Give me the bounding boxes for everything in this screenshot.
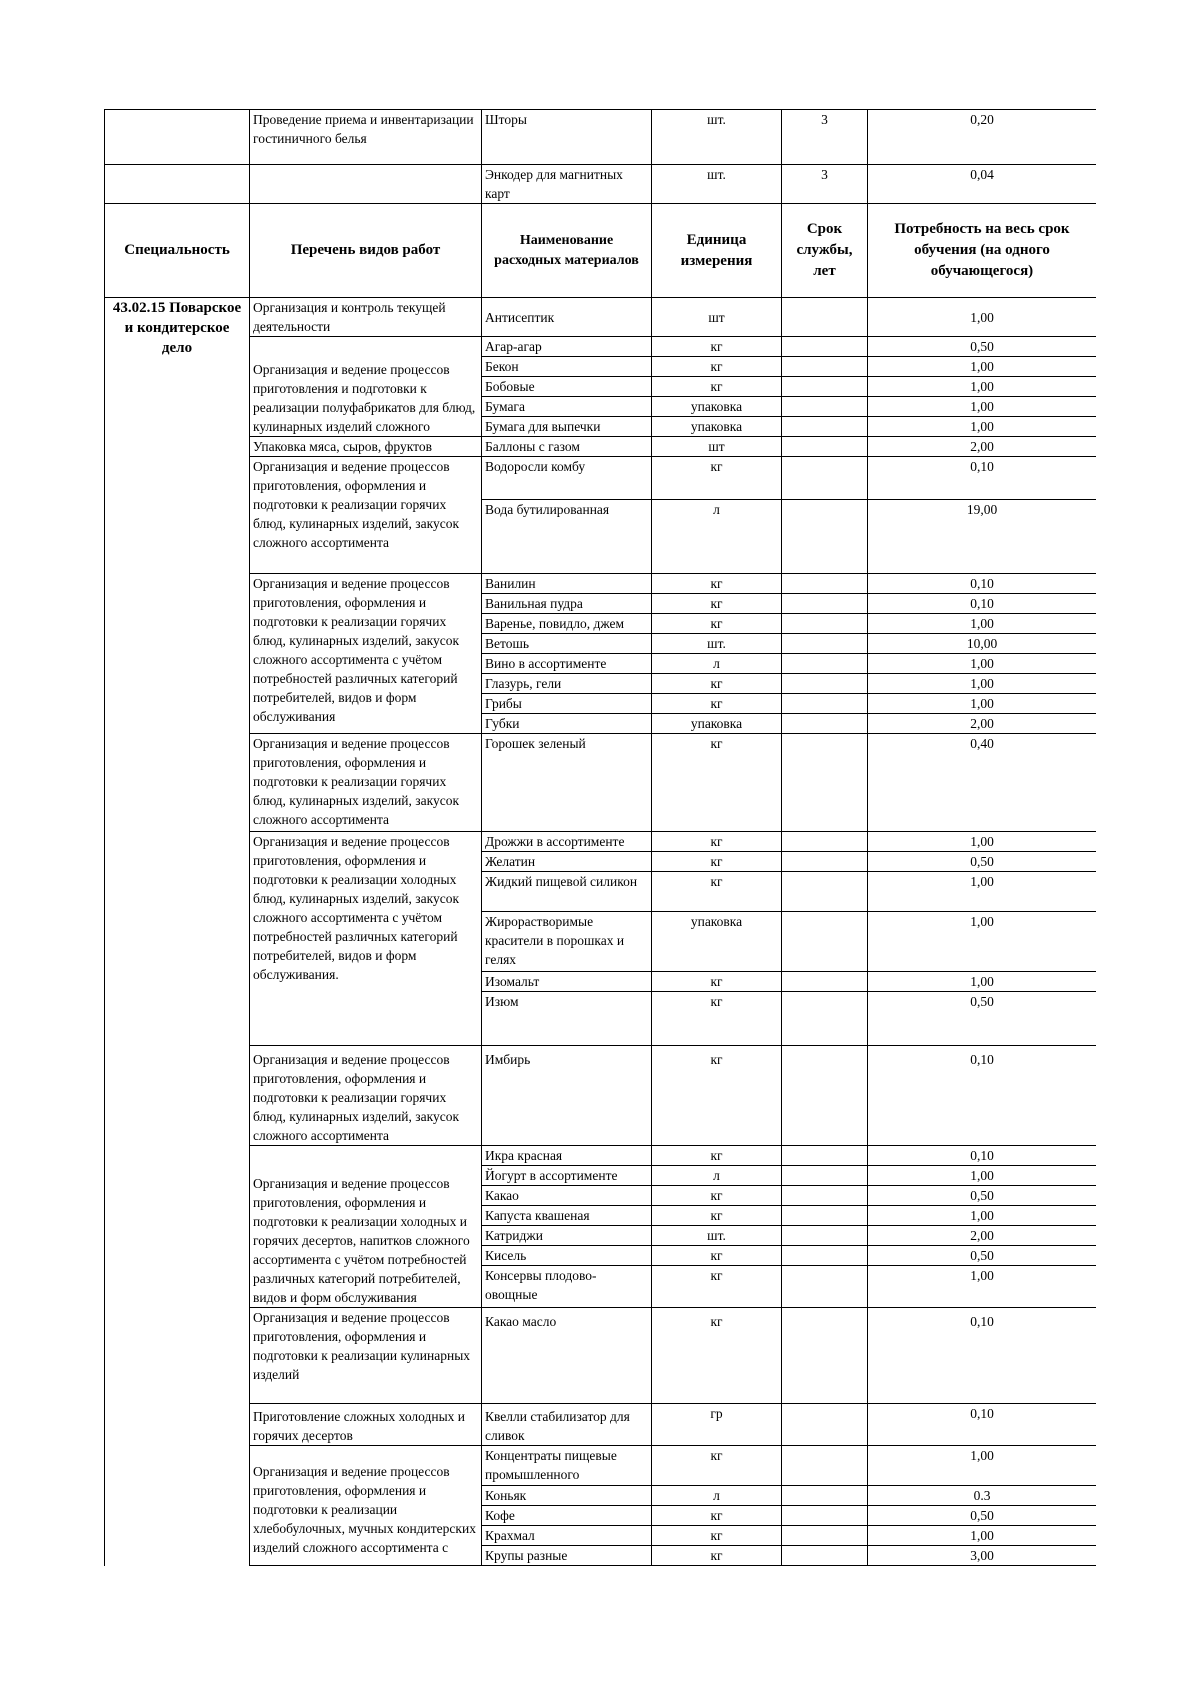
unit-cell: кг xyxy=(652,1526,782,1546)
material-cell: Желатин xyxy=(482,852,652,872)
term-cell xyxy=(782,500,868,574)
unit-cell: кг xyxy=(652,734,782,832)
material-cell: Дрожжи в ассортименте xyxy=(482,832,652,852)
unit-cell: кг xyxy=(652,337,782,357)
material-cell: Вино в ассортименте xyxy=(482,654,652,674)
material-cell: Ванилин xyxy=(482,574,652,594)
need-cell: 1,00 xyxy=(868,832,1097,852)
term-cell xyxy=(782,1446,868,1486)
need-cell: 3,00 xyxy=(868,1546,1097,1566)
term-cell xyxy=(782,1166,868,1186)
material-cell: Бобовые xyxy=(482,377,652,397)
material-cell: Икра красная xyxy=(482,1146,652,1166)
material-cell: Жидкий пищевой силикон xyxy=(482,872,652,912)
term-cell xyxy=(782,1546,868,1566)
unit-cell: шт. xyxy=(652,165,782,204)
unit-cell: кг xyxy=(652,1546,782,1566)
material-cell: Какао xyxy=(482,1186,652,1206)
need-cell: 0,10 xyxy=(868,1146,1097,1166)
unit-cell: кг xyxy=(652,594,782,614)
unit-cell: кг xyxy=(652,1308,782,1404)
need-cell: 0,10 xyxy=(868,594,1097,614)
need-cell: 1,00 xyxy=(868,1266,1097,1308)
need-cell: 1,00 xyxy=(868,417,1097,437)
work-cell xyxy=(250,165,482,204)
term-cell: 3 xyxy=(782,165,868,204)
unit-cell: л xyxy=(652,1166,782,1186)
work-cell: Организация и ведение процессов приготовления, оформления и подготовки к реализации холодных и горячих десертов, напитков сложного ассортимента с учётом потребностей различных категорий потребителей, видов и форм обслуживания xyxy=(250,1146,482,1308)
material-cell: Губки xyxy=(482,714,652,734)
unit-cell: кг xyxy=(652,1266,782,1308)
unit-cell: кг xyxy=(652,357,782,377)
term-cell xyxy=(782,1206,868,1226)
material-cell: Крахмал xyxy=(482,1526,652,1546)
need-cell: 0,10 xyxy=(868,574,1097,594)
unit-cell: кг xyxy=(652,694,782,714)
term-cell xyxy=(782,1266,868,1308)
unit-cell: кг xyxy=(652,1246,782,1266)
unit-cell: л xyxy=(652,654,782,674)
work-cell: Организация и ведение процессов приготовления и подготовки к реализации полуфабрикатов для блюд, кулинарных изделий сложного xyxy=(250,337,482,437)
need-cell: 0,04 xyxy=(868,165,1097,204)
need-cell: 1,00 xyxy=(868,872,1097,912)
material-cell: Ветошь xyxy=(482,634,652,654)
unit-cell: кг xyxy=(652,872,782,912)
need-cell: 1,00 xyxy=(868,397,1097,417)
term-cell xyxy=(782,1506,868,1526)
need-cell: 0,20 xyxy=(868,110,1097,165)
term-cell xyxy=(782,694,868,714)
unit-cell: кг xyxy=(652,1206,782,1226)
table-row xyxy=(105,832,1097,852)
unit-cell: кг xyxy=(652,1186,782,1206)
work-cell: Организация и ведение процессов приготовления, оформления и подготовки к реализации горячих блюд, кулинарных изделий, закусок сложного ассортимента xyxy=(250,457,482,574)
work-cell: Приготовление сложных холодных и горячих десертов xyxy=(250,1404,482,1446)
term-cell xyxy=(782,337,868,357)
material-cell: Агар-агар xyxy=(482,337,652,357)
term-cell xyxy=(782,437,868,457)
table-row xyxy=(105,165,1097,204)
need-cell: 0,10 xyxy=(868,457,1097,500)
material-cell: Какао масло xyxy=(482,1308,652,1404)
material-cell: Йогурт в ассортименте xyxy=(482,1166,652,1186)
specialty-cell xyxy=(105,110,250,165)
need-cell: 0,50 xyxy=(868,1246,1097,1266)
material-cell: Бекон xyxy=(482,357,652,377)
unit-cell: кг xyxy=(652,1046,782,1146)
term-cell xyxy=(782,832,868,852)
term-cell xyxy=(782,634,868,654)
term-cell xyxy=(782,1486,868,1506)
need-cell: 1,00 xyxy=(868,357,1097,377)
need-cell: 1,00 xyxy=(868,1206,1097,1226)
material-cell: Шторы xyxy=(482,110,652,165)
term-cell xyxy=(782,912,868,972)
need-cell: 0,50 xyxy=(868,852,1097,872)
term-cell xyxy=(782,594,868,614)
material-cell: Жирорастворимые красители в порошках и гелях xyxy=(482,912,652,972)
term-cell xyxy=(782,614,868,634)
work-cell: Организация и ведение процессов приготовления, оформления и подготовки к реализации хлебобулочных, мучных кондитерских изделий сложного ассортимента с xyxy=(250,1446,482,1566)
table-row xyxy=(105,298,1097,337)
unit-cell: гр xyxy=(652,1404,782,1446)
term-cell xyxy=(782,397,868,417)
term-cell xyxy=(782,992,868,1046)
materials-table xyxy=(104,109,1096,1566)
need-cell: 1,00 xyxy=(868,298,1097,337)
table-row xyxy=(105,1146,1097,1166)
material-cell: Глазурь, гели xyxy=(482,674,652,694)
unit-cell: кг xyxy=(652,992,782,1046)
unit-cell: кг xyxy=(652,377,782,397)
need-cell: 0.3 xyxy=(868,1486,1097,1506)
material-cell: Изюм xyxy=(482,992,652,1046)
unit-cell: кг xyxy=(652,674,782,694)
unit-cell: упаковка xyxy=(652,714,782,734)
need-cell: 1,00 xyxy=(868,614,1097,634)
material-cell: Бумага xyxy=(482,397,652,417)
header-specialty: Специальность xyxy=(105,204,250,298)
unit-cell: л xyxy=(652,1486,782,1506)
table-row xyxy=(105,1404,1097,1446)
term-cell xyxy=(782,298,868,337)
term-cell xyxy=(782,457,868,500)
material-cell: Крупы разные xyxy=(482,1546,652,1566)
unit-cell: кг xyxy=(652,832,782,852)
unit-cell: шт. xyxy=(652,634,782,654)
need-cell: 1,00 xyxy=(868,1166,1097,1186)
term-cell xyxy=(782,852,868,872)
work-cell: Организация и ведение процессов приготовления, оформления и подготовки к реализации кулинарных изделий xyxy=(250,1308,482,1404)
unit-cell: кг xyxy=(652,852,782,872)
need-cell: 1,00 xyxy=(868,912,1097,972)
term-cell xyxy=(782,734,868,832)
term-cell xyxy=(782,1146,868,1166)
table-row xyxy=(105,574,1097,594)
material-cell: Коньяк xyxy=(482,1486,652,1506)
unit-cell: кг xyxy=(652,972,782,992)
need-cell: 1,00 xyxy=(868,1526,1097,1546)
work-cell: Организация и контроль текущей деятельности xyxy=(250,298,482,337)
work-cell: Организация и ведение процессов приготовления, оформления и подготовки к реализации горячих блюд, кулинарных изделий, закусок сложного ассортимента с учётом потребностей различных категорий потребителей, видов и форм обслуживания xyxy=(250,574,482,734)
document-sheet xyxy=(104,109,1096,1585)
term-cell xyxy=(782,1246,868,1266)
work-cell: Организация и ведение процессов приготовления, оформления и подготовки к реализации холодных блюд, кулинарных изделий, закусок сложного ассортимента с учётом потребностей различных категорий потребителей, видов и форм обслуживания. xyxy=(250,832,482,1046)
need-cell: 0,50 xyxy=(868,992,1097,1046)
term-cell xyxy=(782,1186,868,1206)
term-cell xyxy=(782,1404,868,1446)
specialty-name: 43.02.15 Поварское и кондитерское дело xyxy=(105,298,250,1566)
need-cell: 1,00 xyxy=(868,377,1097,397)
need-cell: 0,10 xyxy=(868,1404,1097,1446)
work-cell: Проведение приема и инвентаризации гостиничного белья xyxy=(250,110,482,165)
table-row xyxy=(105,337,1097,357)
material-cell: Баллоны с газом xyxy=(482,437,652,457)
term-cell xyxy=(782,574,868,594)
term-cell xyxy=(782,654,868,674)
term-cell: 3 xyxy=(782,110,868,165)
material-cell: Кофе xyxy=(482,1506,652,1526)
table-row xyxy=(105,1446,1097,1486)
unit-cell: кг xyxy=(652,614,782,634)
need-cell: 0,10 xyxy=(868,1308,1097,1404)
unit-cell: упаковка xyxy=(652,397,782,417)
need-cell: 2,00 xyxy=(868,1226,1097,1246)
material-cell: Концентраты пищевые промышленного xyxy=(482,1446,652,1486)
term-cell xyxy=(782,417,868,437)
header-unit: Единица измерения xyxy=(652,204,782,298)
need-cell: 1,00 xyxy=(868,654,1097,674)
unit-cell: шт. xyxy=(652,1226,782,1246)
material-cell: Кисель xyxy=(482,1246,652,1266)
work-cell: Упаковка мяса, сыров, фруктов xyxy=(250,437,482,457)
term-cell xyxy=(782,377,868,397)
header-row xyxy=(105,204,1097,298)
unit-cell: шт. xyxy=(652,110,782,165)
work-cell: Организация и ведение процессов приготовления, оформления и подготовки к реализации горячих блюд, кулинарных изделий, закусок сложного ассортимента xyxy=(250,1046,482,1146)
unit-cell: кг xyxy=(652,574,782,594)
term-cell xyxy=(782,1308,868,1404)
unit-cell: упаковка xyxy=(652,417,782,437)
header-term: Срок службы, лет xyxy=(782,204,868,298)
unit-cell: кг xyxy=(652,1446,782,1486)
term-cell xyxy=(782,1226,868,1246)
unit-cell: кг xyxy=(652,457,782,500)
work-cell: Организация и ведение процессов приготовления, оформления и подготовки к реализации горячих блюд, кулинарных изделий, закусок сложного ассортимента xyxy=(250,734,482,832)
material-cell: Консервы плодово-овощные xyxy=(482,1266,652,1308)
unit-cell: кг xyxy=(652,1506,782,1526)
unit-cell: упаковка xyxy=(652,912,782,972)
term-cell xyxy=(782,1046,868,1146)
header-material: Наименование расходных материалов xyxy=(482,204,652,298)
unit-cell: шт xyxy=(652,437,782,457)
need-cell: 0,50 xyxy=(868,1186,1097,1206)
table-row xyxy=(105,1308,1097,1404)
header-need: Потребность на весь срок обучения (на одного обучающегося) xyxy=(868,204,1097,298)
material-cell: Вода бутилированная xyxy=(482,500,652,574)
material-cell: Катриджи xyxy=(482,1226,652,1246)
need-cell: 0,50 xyxy=(868,337,1097,357)
material-cell: Капуста квашеная xyxy=(482,1206,652,1226)
need-cell: 0,10 xyxy=(868,1046,1097,1146)
need-cell: 0,40 xyxy=(868,734,1097,832)
material-cell: Энкодер для магнитных карт xyxy=(482,165,652,204)
material-cell: Ванильная пудра xyxy=(482,594,652,614)
header-works: Перечень видов работ xyxy=(250,204,482,298)
term-cell xyxy=(782,972,868,992)
need-cell: 1,00 xyxy=(868,694,1097,714)
need-cell: 1,00 xyxy=(868,1446,1097,1486)
table-row xyxy=(105,1046,1097,1146)
table-row xyxy=(105,437,1097,457)
unit-cell: л xyxy=(652,500,782,574)
term-cell xyxy=(782,714,868,734)
table-row xyxy=(105,734,1097,832)
need-cell: 2,00 xyxy=(868,714,1097,734)
material-cell: Грибы xyxy=(482,694,652,714)
table-row xyxy=(105,457,1097,500)
term-cell xyxy=(782,674,868,694)
specialty-cell xyxy=(105,165,250,204)
material-cell: Водоросли комбу xyxy=(482,457,652,500)
need-cell: 0,50 xyxy=(868,1506,1097,1526)
need-cell: 1,00 xyxy=(868,674,1097,694)
table-row xyxy=(105,110,1097,165)
term-cell xyxy=(782,1526,868,1546)
need-cell: 19,00 xyxy=(868,500,1097,574)
unit-cell: кг xyxy=(652,1146,782,1166)
material-cell: Изомальт xyxy=(482,972,652,992)
material-cell: Антисептик xyxy=(482,298,652,337)
material-cell: Горошек зеленый xyxy=(482,734,652,832)
need-cell: 2,00 xyxy=(868,437,1097,457)
term-cell xyxy=(782,872,868,912)
material-cell: Бумага для выпечки xyxy=(482,417,652,437)
need-cell: 1,00 xyxy=(868,972,1097,992)
material-cell: Квелли стабилизатор для сливок xyxy=(482,1404,652,1446)
material-cell: Варенье, повидло, джем xyxy=(482,614,652,634)
unit-cell: шт xyxy=(652,298,782,337)
material-cell: Имбирь xyxy=(482,1046,652,1146)
need-cell: 10,00 xyxy=(868,634,1097,654)
term-cell xyxy=(782,357,868,377)
